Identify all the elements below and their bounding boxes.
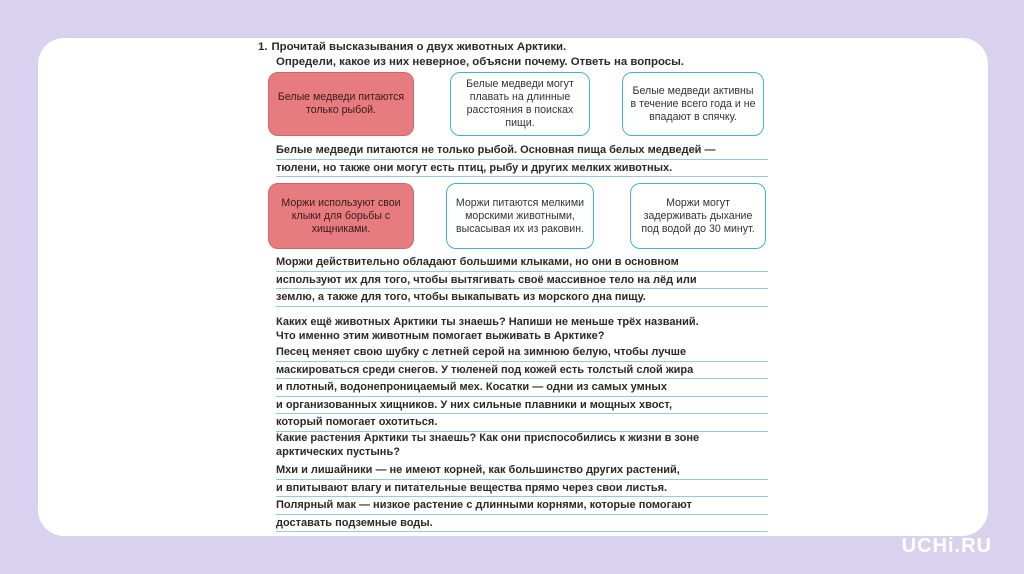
question-animals bbox=[276, 315, 768, 343]
task-line-2: Определи, какое из них неверное, объясни почему. Ответь на вопросы. bbox=[276, 56, 685, 68]
bear-statement-false: Белые медведи питаются только рыбой. bbox=[268, 72, 414, 136]
walrus-statement-3: Моржи могут задерживать дыхание под водой до 30 минут. bbox=[630, 183, 766, 249]
answer-line: доставать подземные воды. bbox=[276, 515, 768, 533]
animals-answer bbox=[276, 344, 768, 432]
task-number: 1. bbox=[258, 41, 268, 53]
bears-answer bbox=[276, 142, 768, 177]
answer-line: используют их для того, чтобы вытягивать своё массивное тело на лёд или bbox=[276, 272, 768, 290]
uchi-logo: UCHi.RU bbox=[901, 535, 992, 557]
answer-line: Белые медведи питаются не только рыбой. Основная пища белых медведей — bbox=[276, 142, 768, 160]
plants-answer bbox=[276, 462, 768, 532]
answer-line: Песец меняет свою шубку с летней серой на зимнюю белую, чтобы лучше bbox=[276, 344, 768, 362]
worksheet-page bbox=[258, 38, 778, 536]
walrus-statement-false: Моржи используют свои клыки для борьбы с хищниками. bbox=[268, 183, 414, 249]
bear-statement-3: Белые медведи активны в течение всего года и не впадают в спячку. bbox=[622, 72, 764, 136]
answer-line: Полярный мак — низкое растение с длинными корнями, которые помогают bbox=[276, 497, 768, 515]
answer-line: который помогает охотиться. bbox=[276, 414, 768, 432]
answer-line: и организованных хищников. У них сильные плавники и мощных хвост, bbox=[276, 397, 768, 415]
answer-line: землю, а также для того, чтобы выкапывать из морского дна пищу. bbox=[276, 289, 768, 307]
question-line: Какие растения Арктики ты знаешь? Как они приспособились к жизни в зоне bbox=[276, 432, 700, 444]
walrus-statement-2: Моржи питаются мелкими морскими животными, высасывая их из раковин. bbox=[446, 183, 594, 249]
answer-line: Моржи действительно обладают большими клыками, но они в основном bbox=[276, 254, 768, 272]
bear-statement-2: Белые медведи могут плавать на длинные расстояния в поисках пищи. bbox=[450, 72, 590, 136]
task-line-1: Прочитай высказывания о двух животных Арктики. bbox=[271, 41, 567, 53]
question-line: Каких ещё животных Арктики ты знаешь? Напиши не меньше трёх названий. bbox=[276, 316, 699, 328]
question-plants bbox=[276, 431, 768, 459]
question-line: Что именно этим животным помогает выживать в Арктике? bbox=[276, 330, 605, 342]
answer-line: тюлени, но также они могут есть птиц, рыбу и других мелких животных. bbox=[276, 160, 768, 178]
answer-line: и впитывают влагу и питательные вещества прямо через свои листья. bbox=[276, 480, 768, 498]
answer-line: и плотный, водонепроницаемый мех. Косатки — одни из самых умных bbox=[276, 379, 768, 397]
answer-line: Мхи и лишайники — не имеют корней, как большинство других растений, bbox=[276, 462, 768, 480]
walruses-answer bbox=[276, 254, 768, 307]
task-heading bbox=[258, 40, 778, 70]
question-line: арктических пустынь? bbox=[276, 446, 400, 458]
answer-line: маскироваться среди снегов. У тюленей под кожей есть толстый слой жира bbox=[276, 362, 768, 380]
